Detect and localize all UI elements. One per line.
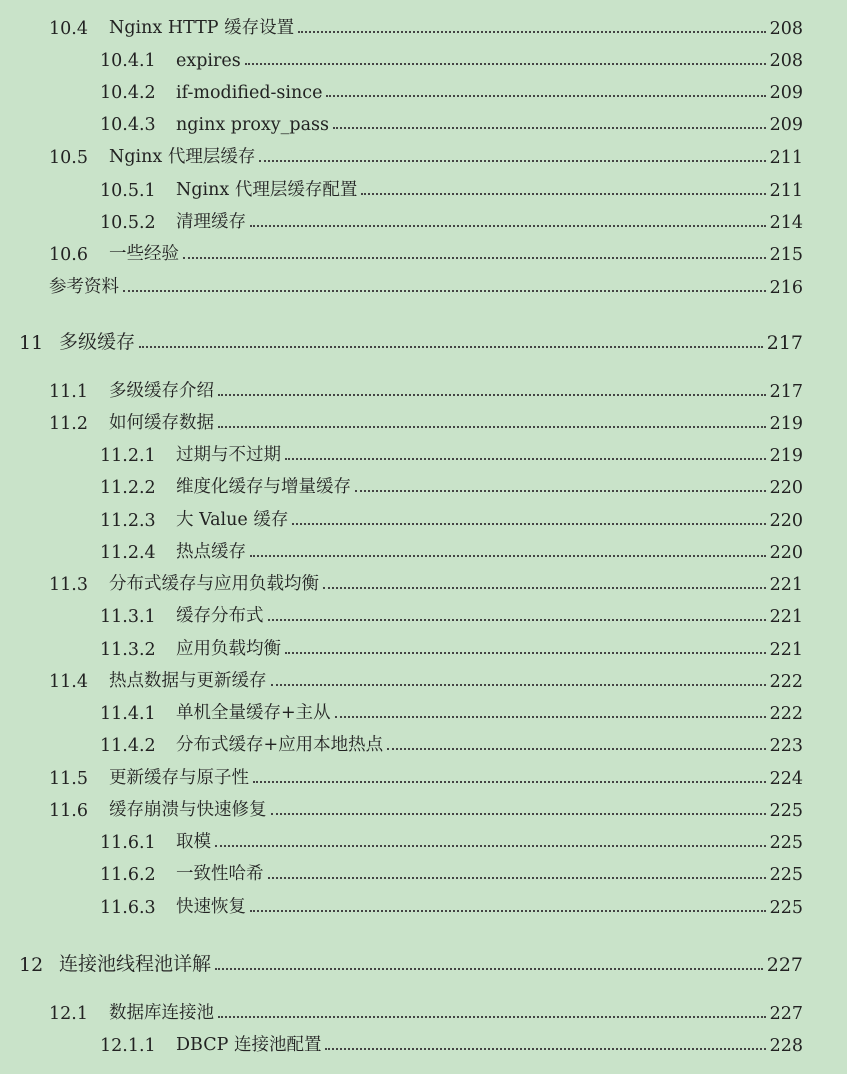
toc-entry-number: 11.3.2 [100,640,156,660]
toc-entry-title: 缓存崩溃与快速修复 [109,800,267,820]
toc-leader-dots [285,652,766,654]
toc-entry-number: 10.4.2 [100,83,156,103]
toc-entry-number: 10.4 [49,19,88,39]
toc-entry-number: 11.4.1 [100,704,156,724]
toc-entry-page: 209 [769,115,803,135]
toc-entry-page: 223 [769,736,803,756]
toc-entry-page: 220 [769,543,803,563]
toc-entry-number: 11.4 [49,672,88,692]
toc-entry-page: 227 [766,954,803,976]
toc-entry-number: 11.3 [49,575,88,595]
toc-entry-title: DBCP 连接池配置 [176,1035,322,1055]
toc-entry-title: 多级缓存 [59,331,136,353]
toc-leader-dots [218,426,766,428]
toc-entry [0,994,847,1024]
toc-entry-page: 225 [769,833,803,853]
toc-entry [0,1026,847,1056]
toc-leader-dots [259,160,765,162]
toc-entry [0,203,847,233]
toc-entry [0,501,847,531]
toc-leader-dots [250,910,766,912]
toc-entry-title: 数据库连接池 [109,1003,214,1023]
toc-entry [0,235,847,265]
toc-entry [0,105,847,135]
toc-entry-title: 连接池线程池详解 [59,953,212,975]
toc-entry [0,404,847,434]
toc-entry [0,823,847,853]
toc-entry-title: 清理缓存 [176,212,246,232]
toc-entry-page: 208 [769,51,803,71]
toc-entry [0,41,847,71]
toc-leader-dots [123,290,766,292]
toc-entry-page: 211 [769,148,803,168]
toc-entry-number: 11.2.2 [100,478,156,498]
toc-leader-dots [215,968,763,970]
toc-leader-dots [323,587,766,589]
toc-entry-number: 10.4.1 [100,51,156,71]
toc-leader-dots [250,555,766,557]
toc-entry-title: 快速恢复 [176,897,246,917]
toc-entry-number: 10.5.2 [100,213,156,233]
toc-entry-title: 大 Value 缓存 [176,510,289,530]
toc-entry-title: Nginx 代理层缓存配置 [176,180,358,200]
toc-leader-dots [271,684,766,686]
toc-leader-dots [268,619,766,621]
toc-entry [0,630,847,660]
toc-entry-page: 224 [769,769,803,789]
toc-entry-page: 221 [769,607,803,627]
toc-leader-dots [218,394,766,396]
toc-entry-title: 热点数据与更新缓存 [109,671,267,691]
toc-entry-number: 12.1.1 [100,1036,156,1056]
toc-entry-title: 一些经验 [109,244,179,264]
toc-entry [0,855,847,885]
toc-entry-title: 取模 [176,832,211,852]
toc-entry-title: 如何缓存数据 [109,413,214,433]
toc-entry-title: expires [176,51,241,71]
toc-entry-number: 11.6.2 [100,865,156,885]
toc-entry-number: 11.6.3 [100,898,156,918]
toc-entry-title: 多级缓存介绍 [109,381,214,401]
toc-entry-number: 11.2.4 [100,543,156,563]
toc-leader-dots [183,257,766,259]
toc-leader-dots [139,346,763,348]
toc-entry [0,565,847,595]
toc-entry-title: Nginx 代理层缓存 [109,147,256,167]
toc-entry-page: 221 [769,575,803,595]
toc-leader-dots [285,458,766,460]
toc-entry-page: 214 [769,213,803,233]
toc-entry [0,468,847,498]
toc-leader-dots [355,490,766,492]
toc-leader-dots [215,845,766,847]
toc-entry-number: 11.3.1 [100,607,156,627]
toc-entry-page: 220 [769,478,803,498]
toc-leader-dots [268,877,766,879]
toc-entry [0,268,847,298]
toc-entry-page: 222 [769,672,803,692]
toc-entry-number: 12 [19,954,44,976]
toc-entry-page: 220 [769,511,803,531]
toc-entry-number: 11.6.1 [100,833,156,853]
toc-leader-dots [333,127,766,129]
toc-entry-page: 225 [769,865,803,885]
toc-entry-title: 应用负载均衡 [176,639,281,659]
toc-leader-dots [218,1016,766,1018]
toc-entry [0,73,847,103]
toc-entry-title: 过期与不过期 [176,445,281,465]
toc-entry [0,372,847,402]
toc-leader-dots [335,716,766,718]
toc-entry-number: 10.5 [49,148,88,168]
toc-entry-page: 219 [769,446,803,466]
toc-entry-page: 211 [769,181,803,201]
toc-entry [0,946,847,976]
toc-entry-title: Nginx HTTP 缓存设置 [109,18,295,38]
toc-entry-page: 215 [769,245,803,265]
toc-entry-number: 10.4.3 [100,115,156,135]
toc-entry-page: 221 [769,640,803,660]
toc-entry-page: 225 [769,898,803,918]
toc-entry-number: 10.6 [49,245,88,265]
toc-entry [0,662,847,692]
toc-entry-title: 分布式缓存与应用负载均衡 [109,574,319,594]
toc-entry [0,9,847,39]
toc-leader-dots [271,813,766,815]
toc-entry-page: 217 [766,332,803,354]
toc-entry-number: 10.5.1 [100,181,156,201]
toc-entry [0,533,847,563]
toc-entry [0,726,847,756]
toc-leader-dots [253,781,766,783]
toc-entry-number: 12.1 [49,1004,88,1024]
toc-entry-number: 11.2.1 [100,446,156,466]
toc-entry-page: 216 [769,278,803,298]
toc-entry [0,138,847,168]
toc-entry-number: 11.2 [49,414,88,434]
toc-entry [0,791,847,821]
toc-leader-dots [245,63,766,65]
toc-entry-title: 缓存分布式 [176,606,264,626]
toc-entry-page: 225 [769,801,803,821]
toc-entry-page: 209 [769,83,803,103]
toc-entry-page: 208 [769,19,803,39]
toc-entry-number: 11.4.2 [100,736,156,756]
toc-leader-dots [292,523,765,525]
toc-leader-dots [387,748,765,750]
toc-entry [0,597,847,627]
toc-entry-title: 参考资料 [49,277,119,297]
toc-entry [0,171,847,201]
toc-entry-title: 维度化缓存与增量缓存 [176,477,351,497]
toc-entry-title: 一致性哈希 [176,864,264,884]
toc-entry-number: 11 [19,332,44,354]
toc-entry-page: 228 [769,1036,803,1056]
toc-leader-dots [326,95,765,97]
toc-entry-title: 热点缓存 [176,542,246,562]
toc-entry-number: 11.5 [49,769,88,789]
toc-entry-title: if-modified-since [176,83,323,103]
toc-entry-title: nginx proxy_pass [176,115,329,135]
toc-leader-dots [250,225,766,227]
toc-entry-page: 222 [769,704,803,724]
toc-entry-title: 分布式缓存+应用本地热点 [176,735,384,755]
toc-entry [0,888,847,918]
toc-leader-dots [298,31,766,33]
toc-entry-page: 219 [769,414,803,434]
toc-entry-page: 227 [769,1004,803,1024]
toc-entry [0,324,847,354]
toc-leader-dots [325,1048,765,1050]
toc-entry-title: 更新缓存与原子性 [109,768,249,788]
toc-entry-page: 217 [769,382,803,402]
toc-entry [0,694,847,724]
toc-entry [0,436,847,466]
toc-entry [0,759,847,789]
toc-entry-number: 11.1 [49,382,88,402]
toc-entry-title: 单机全量缓存+主从 [176,703,331,723]
toc-entry-number: 11.6 [49,801,88,821]
toc-entry-number: 11.2.3 [100,511,156,531]
toc-leader-dots [361,193,765,195]
